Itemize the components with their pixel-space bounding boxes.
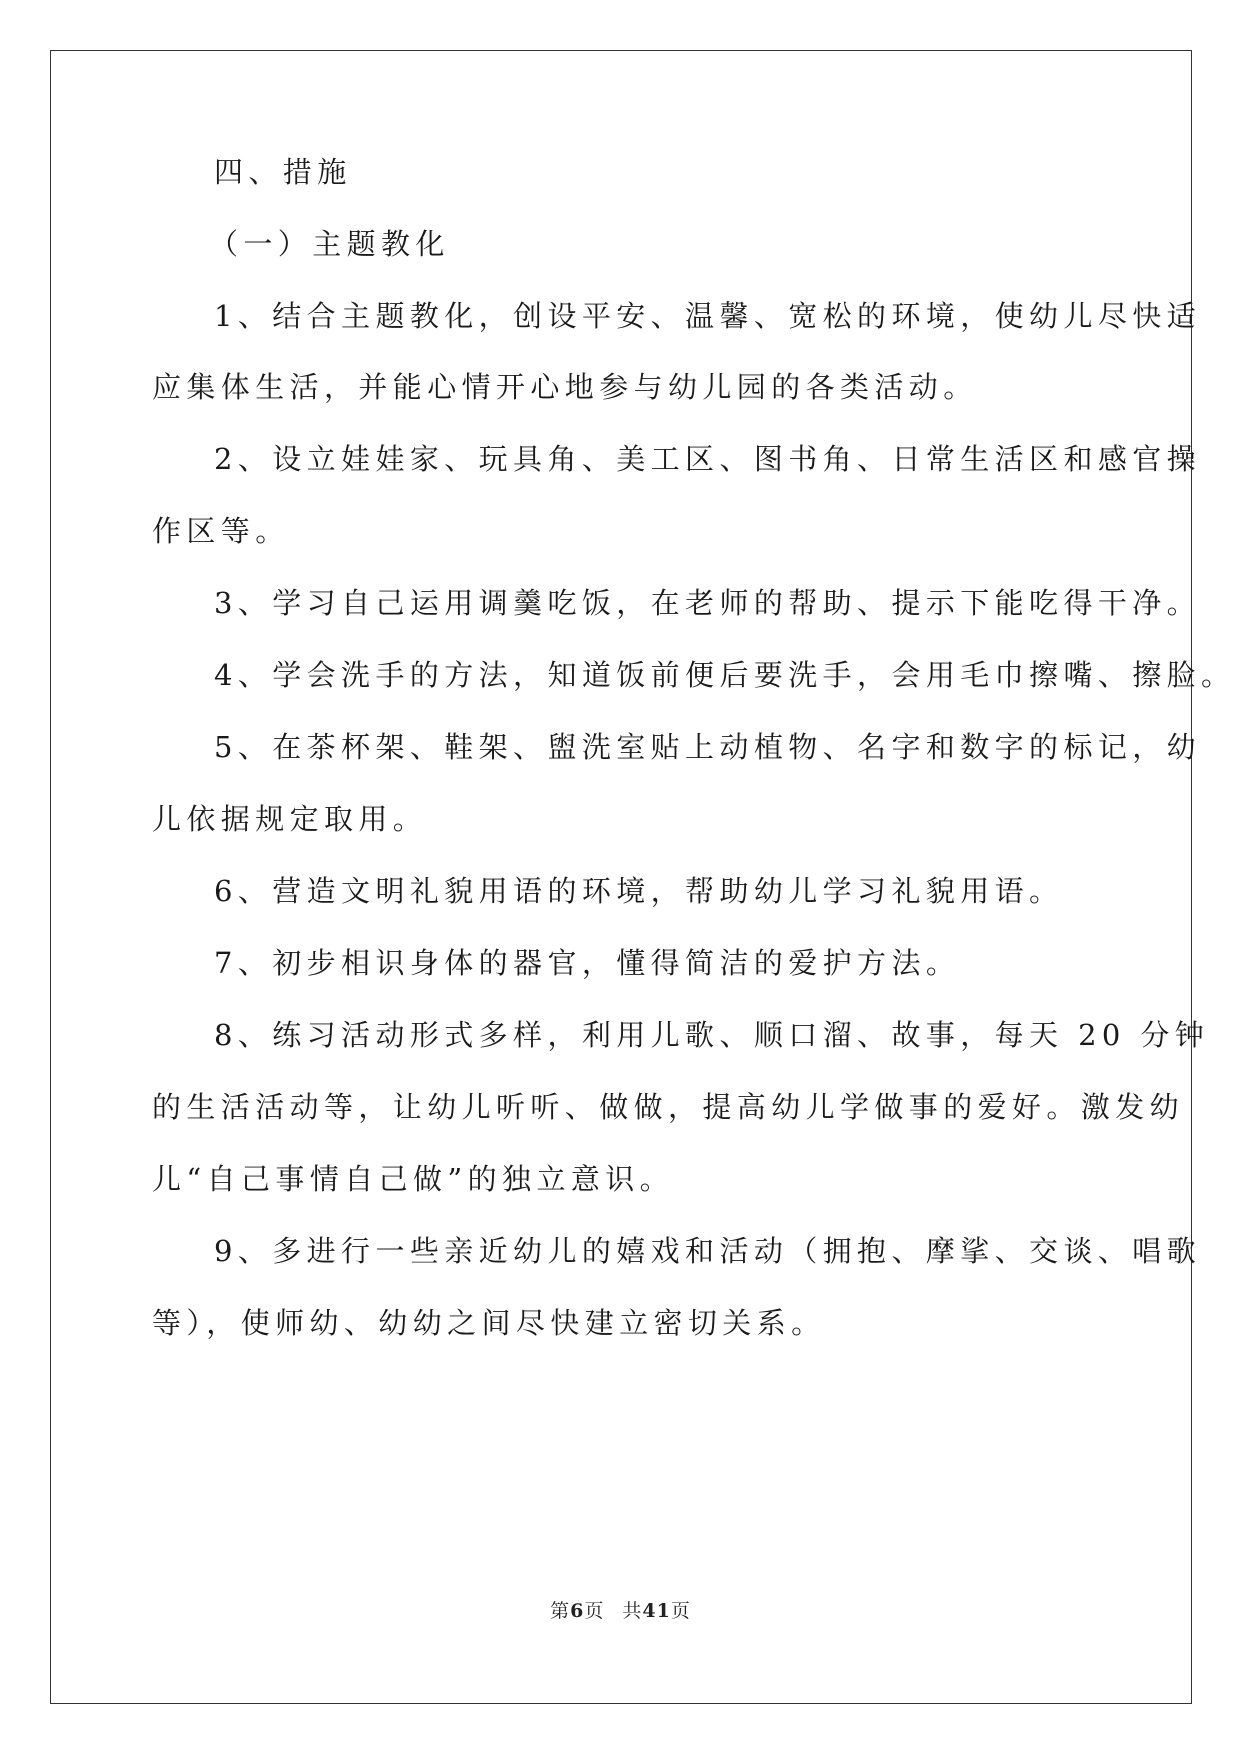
page-prefix: 第 (550, 1600, 571, 1622)
current-page-number: 6 (570, 1600, 585, 1622)
page-suffix: 页 (584, 1600, 605, 1622)
total-suffix: 页 (670, 1600, 691, 1622)
section-heading: 四、措施 (214, 155, 352, 189)
page-footer (0, 1596, 1241, 1623)
total-prefix: 共 (622, 1600, 643, 1622)
paragraph-line: 5、在茶杯架、鞋架、盥洗室贴上动植物、名字和数字的标记，幼 (214, 730, 1202, 764)
paragraph-line: 儿“自己事情自己做”的独立意识。 (152, 1162, 675, 1196)
paragraph-line: 作区等。 (152, 514, 290, 548)
subsection-heading: （一）主题教化 (209, 227, 450, 261)
paragraph-line: 9、多进行一些亲近幼儿的嬉戏和活动（拥抱、摩挲、交谈、唱歌 (214, 1234, 1202, 1268)
paragraph-line: 6、营造文明礼貌用语的环境，帮助幼儿学习礼貌用语。 (214, 874, 1064, 908)
paragraph-line: 应集体生活，并能心情开心地参与幼儿园的各类活动。 (152, 370, 978, 404)
paragraph-line: 1、结合主题教化，创设平安、温馨、宽松的环境，使幼儿尽快适 (214, 299, 1202, 333)
paragraph-line: 等），使师幼、幼幼之间尽快建立密切关系。 (152, 1306, 826, 1340)
paragraph-line: 8、练习活动形式多样，利用儿歌、顺口溜、故事，每天 20 分钟 (214, 1018, 1210, 1052)
paragraph-line: 7、初步相识身体的器官，懂得简洁的爱护方法。 (214, 946, 961, 980)
paragraph-line: 儿依据规定取用。 (152, 802, 428, 836)
paragraph-line: 的生活活动等，让幼儿听听、做做，提高幼儿学做事的爱好。激发幼 (152, 1090, 1185, 1124)
paragraph-line: 4、学会洗手的方法，知道饭前便后要洗手，会用毛巾擦嘴、擦脸。 (214, 658, 1236, 692)
paragraph-line: 2、设立娃娃家、玩具角、美工区、图书角、日常生活区和感官操 (214, 442, 1202, 476)
total-page-count: 41 (642, 1600, 671, 1622)
paragraph-line: 3、学习自己运用调羹吃饭，在老师的帮助、提示下能吃得干净。 (214, 586, 1202, 620)
